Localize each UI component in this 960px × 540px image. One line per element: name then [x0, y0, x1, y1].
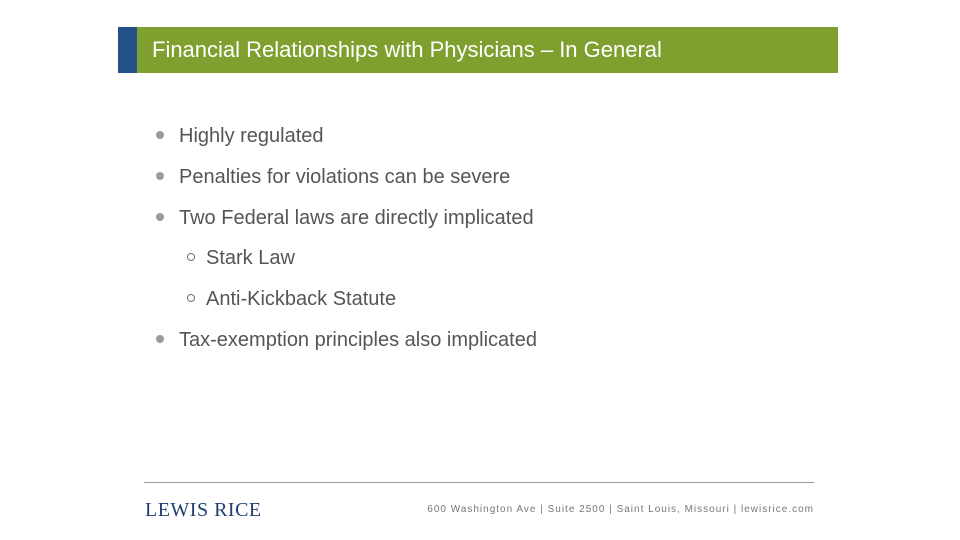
bullet-dot-icon — [156, 131, 164, 139]
footer-divider — [144, 482, 814, 483]
bullet-text: Penalties for violations can be severe — [179, 166, 511, 188]
bullet-dot-icon — [156, 213, 164, 221]
footer-address: 600 Washington Ave | Suite 2500 | Saint Louis, Missouri | lewisrice.com — [427, 504, 814, 515]
bullet-item — [156, 163, 510, 191]
bullet-item — [156, 204, 534, 232]
bullet-item — [156, 122, 324, 150]
bullet-dot-icon — [156, 335, 164, 343]
slide-title: Financial Relationships with Physicians – In General — [152, 37, 662, 62]
slide-title-bar — [118, 27, 838, 73]
sub-bullet-item — [187, 244, 295, 272]
bullet-text: Two Federal laws are directly implicated — [179, 207, 534, 229]
sub-bullet-text: Anti-Kickback Statute — [206, 288, 397, 310]
bullet-dot-icon — [156, 172, 164, 180]
sub-bullet-ring-icon — [187, 294, 195, 302]
sub-bullet-text: Stark Law — [206, 247, 295, 269]
bullet-text: Highly regulated — [179, 125, 324, 147]
title-accent-stripe — [118, 27, 137, 73]
sub-bullet-item — [187, 285, 396, 313]
sub-bullet-ring-icon — [187, 253, 195, 261]
company-logo: LEWIS RICE — [145, 499, 262, 521]
bullet-text: Tax-exemption principles also implicated — [179, 329, 537, 351]
bullet-item — [156, 326, 537, 354]
